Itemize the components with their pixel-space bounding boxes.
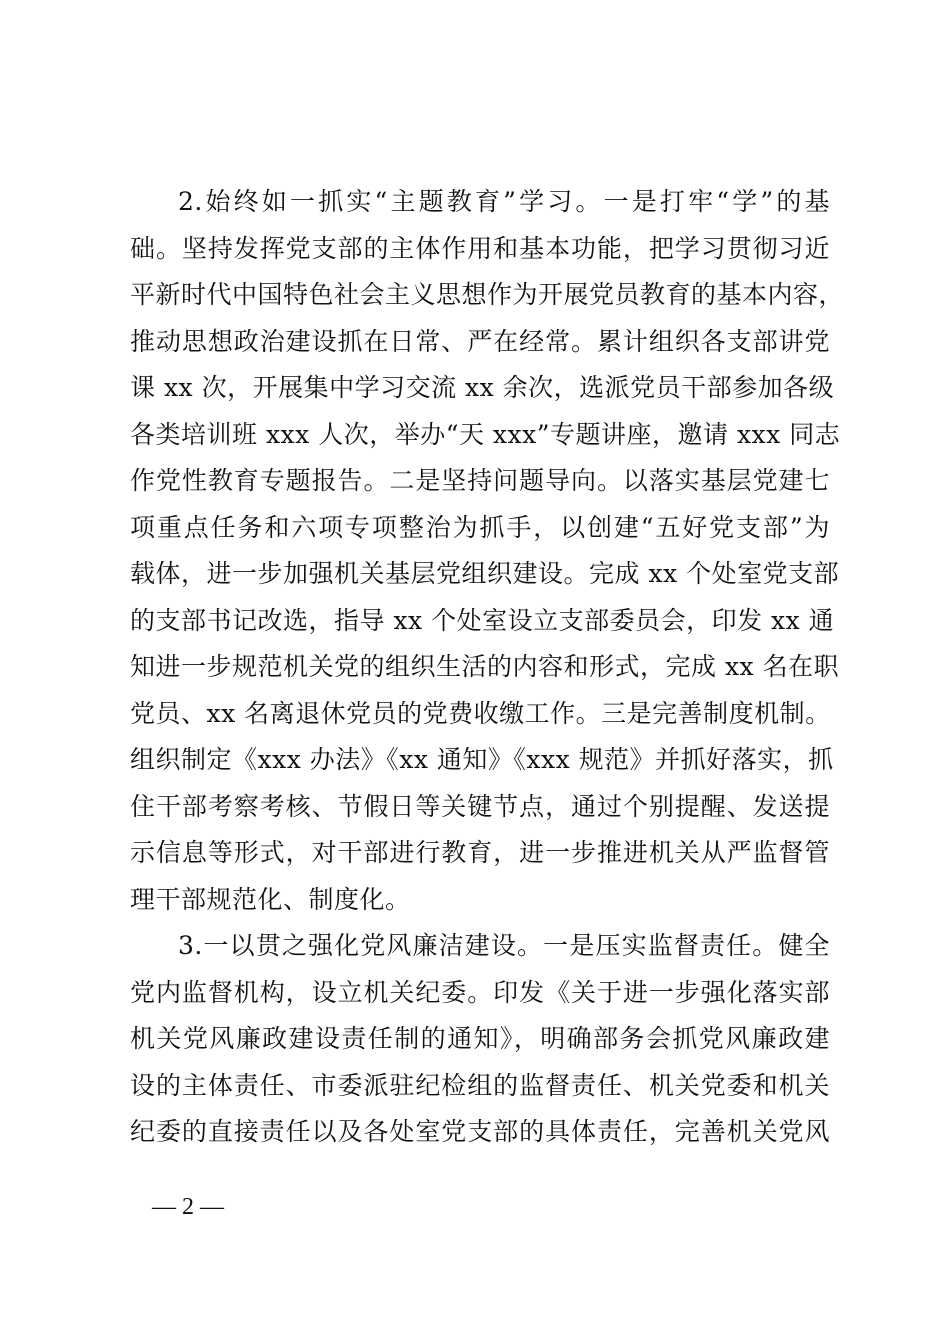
paragraph-1-line-3: 平新时代中国特色社会主义思想作为开展党员教育的基本内容， [130, 280, 845, 309]
paragraph-1-line-12: 党员、xx 名离退休党员的党费收缴工作。三是完善制度机制。 [130, 699, 831, 728]
paragraph-2-line-2: 党内监督机构，设立机关纪委。印发《关于进一步强化落实部 [130, 978, 830, 1007]
paragraph-1-line-2: 础。坚持发挥党支部的主体作用和基本功能，把学习贯彻习近 [130, 234, 830, 263]
paragraph-2-line-5: 纪委的直接责任以及各处室党支部的具体责任，完善机关党风 [130, 1117, 830, 1146]
paragraph-1-line-5: 课 xx 次，开展集中学习交流 xx 余次，选派党员干部参加各级 [130, 373, 835, 402]
paragraph-1-line-8: 项重点任务和六项专项整治为抓手，以创建“五好党支部”为 [130, 513, 830, 542]
paragraph-1-line-6: 各类培训班 xxx 人次，举办“天 xxx”专题讲座，邀请 xxx 同志 [130, 420, 841, 449]
paragraph-1-line-16: 理干部规范化、制度化。 [130, 885, 411, 914]
paragraph-1-line-15: 示信息等形式，对干部进行教育，进一步推进机关从严监督管 [130, 838, 830, 867]
paragraph-2-line-1: 3.一以贯之强化党风廉洁建设。一是压实监督责任。健全 [178, 931, 830, 960]
paragraph-1-line-11: 知进一步规范机关党的组织生活的内容和形式，完成 xx 名在职 [130, 652, 840, 681]
paragraph-1-line-14: 住干部考察考核、节假日等关键节点，通过个别提醒、发送提 [130, 792, 830, 821]
paragraph-2-line-4: 设的主体责任、市委派驻纪检组的监督责任、机关党委和机关 [130, 1071, 830, 1100]
paragraph-1-line-13: 组织制定《xxx 办法》《xx 通知》《xxx 规范》并抓好落实，抓 [130, 745, 834, 774]
paragraph-1-line-9: 载体，进一步加强机关基层党组织建设。完成 xx 个处室党支部 [130, 559, 840, 588]
paragraph-1-line-4: 推动思想政治建设抓在日常、严在经常。累计组织各支部讲党 [130, 327, 830, 356]
paragraph-1-line-1: 2.始终如一抓实“主题教育”学习。一是打牢“学”的基 [178, 187, 830, 216]
paragraph-1-line-7: 作党性教育专题报告。二是坚持问题导向。以落实基层党建七 [130, 466, 830, 495]
page-number: — 2 — [152, 1194, 224, 1220]
paragraph-1-line-10: 的支部书记改选，指导 xx 个处室设立支部委员会，印发 xx 通 [130, 606, 835, 635]
paragraph-2-line-3: 机关党风廉政建设责任制的通知》，明确部务会抓党风廉政建 [130, 1024, 830, 1053]
